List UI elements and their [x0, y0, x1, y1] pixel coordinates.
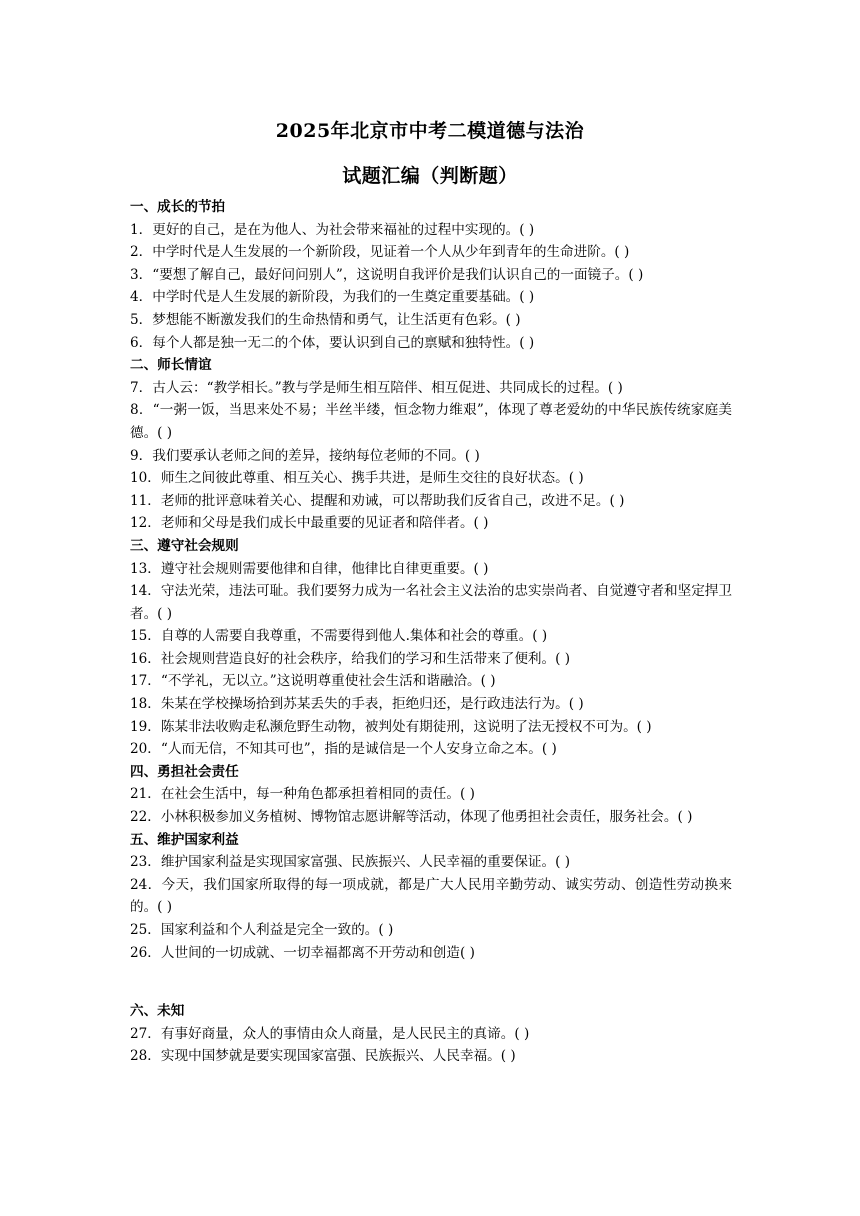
question-item: 2．中学时代是人生发展的一个新阶段，见证着一个人从少年到青年的生命进阶。( )	[130, 244, 630, 261]
document-title: 2025年北京市中考二模道德与法治	[275, 120, 585, 142]
question-item: 1．更好的自己，是在为他人、为社会带来福祉的过程中实现的。( )	[130, 221, 535, 238]
question-item: 24．今天，我们国家所取得的每一项成就，都是广大人民用辛勤劳动、诚实劳动、创造性劳动换来的。( )	[130, 876, 732, 916]
question-item: 14．守法光荣，违法可耻。我们要努力成为一名社会主义法治的忠实崇尚者、自觉遵守者和坚定捍卫者。( )	[130, 583, 732, 622]
section-heading: 五、维护国家利益	[130, 831, 239, 848]
question-list	[130, 196, 732, 1068]
section-heading: 四、勇担社会责任	[130, 763, 239, 780]
question-item: 15．自尊的人需要自我尊重，不需要得到他人.集体和社会的尊重。( )	[130, 628, 548, 645]
question-item: 22．小林积极参加义务植树、博物馆志愿讲解等活动，体现了他勇担社会责任，服务社会。( )	[130, 809, 693, 826]
blank-gap	[130, 964, 732, 1000]
question-item: 20．“人而无信，不知其可也”，指的是诚信是一个人安身立命之本。( )	[130, 741, 557, 758]
question-item: 26．人世间的一切成就、一切幸福都离不开劳动和创造( )	[130, 944, 475, 961]
section-heading: 二、师长情谊	[130, 357, 212, 374]
question-item: 23．维护国家利益是实现国家富强、民族振兴、人民幸福的重要保证。( )	[130, 854, 571, 871]
question-item: 11．老师的批评意味着关心、提醒和劝诫，可以帮助我们反省自己，改进不足。( )	[130, 492, 625, 509]
question-item: 18．朱某在学校操场拾到苏某丢失的手表，拒绝归还，是行政违法行为。( )	[130, 696, 584, 713]
question-item: 28．实现中国梦就是要实现国家富强、民族振兴、人民幸福。( )	[130, 1048, 516, 1065]
question-item: 27．有事好商量，众人的事情由众人商量，是人民民主的真谛。( )	[130, 1025, 530, 1042]
question-item: 17．“不学礼，无以立。”这说明尊重使社会生活和谐融洽。( )	[130, 673, 496, 690]
question-item: 21．在社会生活中，每一种角色都承担着相同的责任。( )	[130, 786, 475, 803]
section-heading: 三、遵守社会规则	[130, 537, 239, 554]
question-item: 6．每个人都是独一无二的个体，要认识到自己的禀赋和独特性。( )	[130, 334, 535, 351]
section-heading: 一、成长的节拍	[130, 199, 226, 215]
question-item: 3．“要想了解自己，最好问问别人”，这说明自我评价是我们认识自己的一面镜子。( )	[130, 266, 644, 283]
question-item: 19．陈某非法收购走私濒危野生动物，被判处有期徒刑，这说明了法无授权不可为。( )	[130, 718, 652, 735]
section-heading: 六、未知	[130, 1003, 185, 1020]
question-item: 12．老师和父母是我们成长中最重要的见证者和陪伴者。( )	[130, 515, 489, 532]
question-item: 10．师生之间彼此尊重、相互关心、携手共进，是师生交往的良好状态。( )	[130, 470, 584, 487]
question-item: 13．遵守社会规则需要他律和自律，他律比自律更重要。( )	[130, 560, 489, 577]
question-item: 7．古人云：“教学相长。”教与学是师生相互陪伴、相互促进、共同成长的过程。( )	[130, 379, 623, 396]
question-item: 4．中学时代是人生发展的新阶段，为我们的一生奠定重要基础。( )	[130, 289, 535, 306]
question-item: 16．社会规则营造良好的社会秩序，给我们的学习和生活带来了便利。( )	[130, 650, 571, 667]
question-item: 25．国家利益和个人利益是完全一致的。( )	[130, 922, 394, 938]
question-item: 8．“一粥一饭，当思来处不易；半丝半缕，恒念物力维艰”，体现了尊老爱幼的中华民族传统家庭美德。( )	[130, 402, 732, 441]
document-subtitle: 试题汇编（判断题）	[342, 165, 518, 187]
question-item: 9．我们要承认老师之间的差异，接纳每位老师的不同。( )	[130, 447, 480, 464]
question-item: 5．梦想能不断激发我们的生命热情和勇气，让生活更有色彩。( )	[130, 311, 521, 328]
